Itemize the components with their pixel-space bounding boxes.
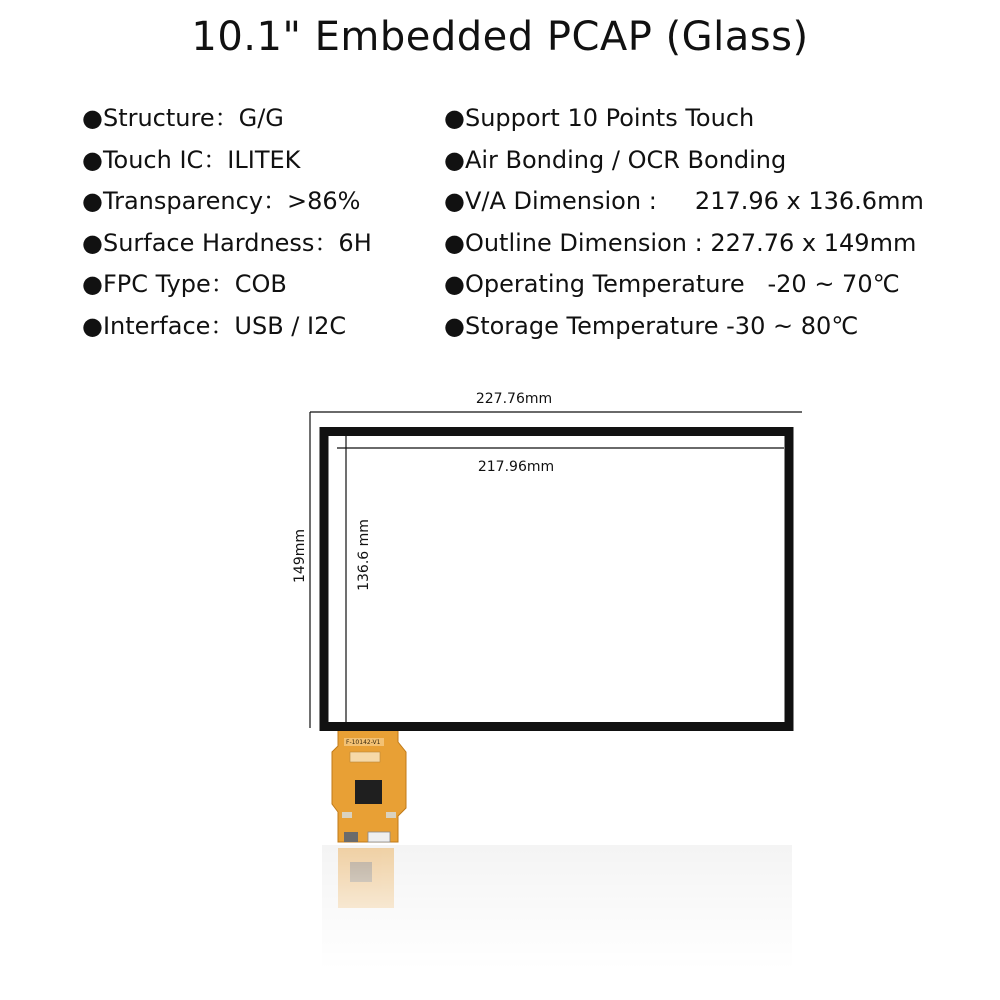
bullet-icon: ● — [444, 145, 465, 174]
spec-text: Structure：G/G — [102, 104, 284, 132]
bullet-icon: ● — [444, 228, 465, 257]
bullet-icon: ● — [444, 187, 465, 216]
spec-text: Air Bonding / OCR Bonding — [464, 145, 787, 174]
outline-width-label: 227.76mm — [475, 391, 553, 407]
fpc-connector — [368, 832, 390, 842]
spec-text: Storage Temperature -30 ~ 80℃ — [464, 311, 859, 340]
bullet-icon: ● — [82, 145, 103, 174]
bullet-icon: ● — [82, 187, 103, 216]
spec-text: Surface Hardness：6H — [102, 228, 372, 257]
bullet-icon: ● — [444, 270, 465, 299]
page-title: 10.1" Embedded PCAP (Glass) — [191, 14, 809, 60]
spec-text: Touch IC：ILITEK — [102, 145, 301, 174]
spec-text: Transparency：>86% — [102, 187, 361, 216]
reflection-fade — [322, 845, 792, 970]
spec-text: FPC Type：COB — [102, 270, 287, 299]
spec-text: V/A Dimension : 217.96 x 136.6mm — [464, 187, 924, 216]
bullet-icon: ● — [82, 104, 103, 132]
smd-component — [386, 812, 396, 818]
bullet-icon: ● — [444, 311, 465, 340]
spec-text: Interface：USB / I2C — [102, 311, 347, 340]
outline-height-label: 149mm — [292, 529, 308, 583]
bullet-icon: ● — [444, 104, 465, 132]
bullet-icon: ● — [82, 311, 103, 340]
va-width-label: 217.96mm — [477, 459, 555, 475]
panel-bezel — [324, 432, 789, 727]
spec-text: Support 10 Points Touch — [464, 104, 755, 132]
fpc-part-label: F-10142-V1 — [346, 739, 381, 746]
touch-ic-chip — [355, 780, 382, 804]
fpc-sticker — [350, 752, 380, 762]
bullet-icon: ● — [82, 228, 103, 257]
connector-pad — [344, 832, 358, 842]
fpc-cable — [332, 730, 406, 842]
spec-text: Outline Dimension : 227.76 x 149mm — [464, 228, 917, 257]
smd-component — [342, 812, 352, 818]
spec-text: Operating Temperature -20 ~ 70℃ — [464, 270, 900, 299]
bullet-icon: ● — [82, 270, 103, 299]
va-height-label: 136.6 mm — [356, 519, 372, 591]
